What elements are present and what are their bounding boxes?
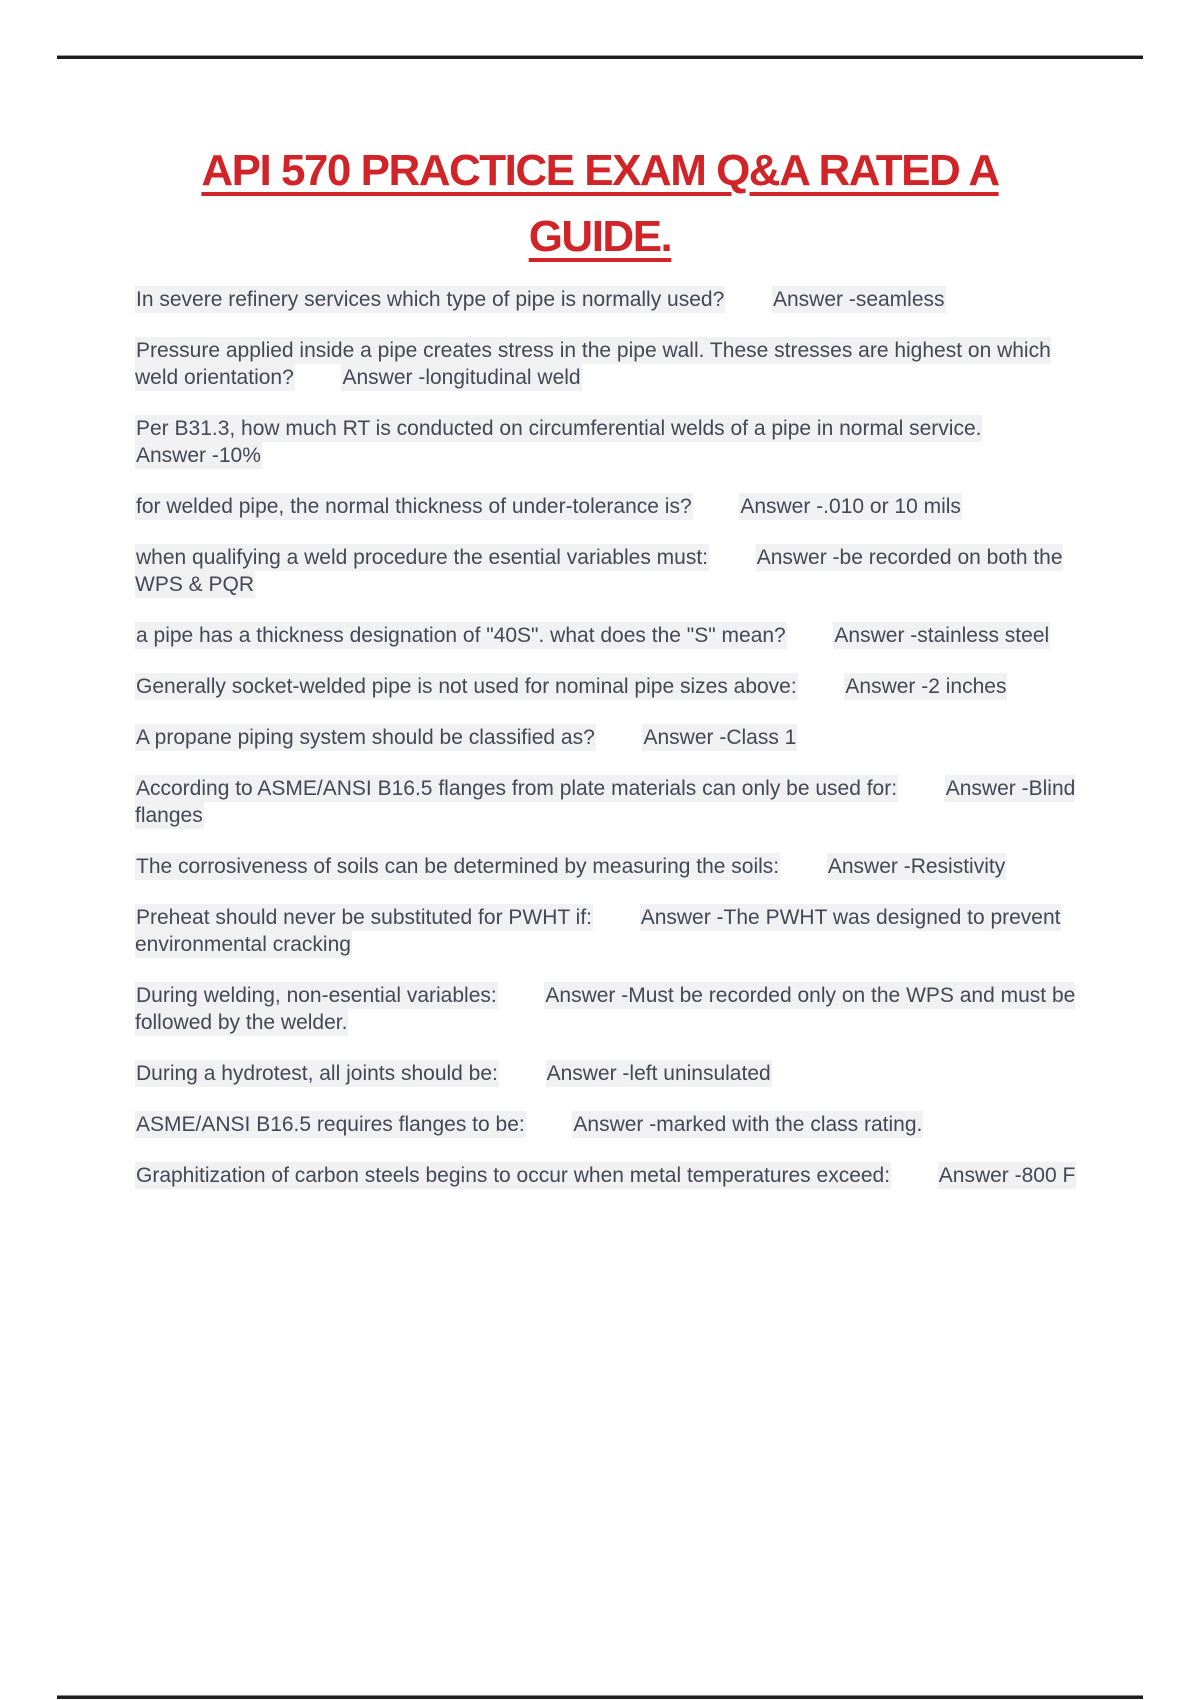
- qa-item: [135, 493, 1077, 520]
- qa-gap: [898, 777, 945, 800]
- document-title: [0, 0, 1200, 270]
- question-text: Generally socket-welded pipe is not used for nominal pipe sizes above:: [136, 675, 797, 698]
- question-text: The corrosiveness of soils can be determined by measuring the soils:: [136, 855, 780, 878]
- question-text: ASME/ANSI B16.5 requires flanges to be:: [136, 1113, 525, 1136]
- qa-gap: [891, 1164, 938, 1187]
- question-text: Preheat should never be substituted for PWHT if:: [136, 906, 593, 929]
- qa-gap: [593, 906, 640, 929]
- qa-item: [135, 673, 1077, 700]
- document-title-line-2: GUIDE.: [528, 212, 672, 261]
- qa-item: [135, 1060, 1077, 1087]
- answer-text: Answer -seamless: [772, 288, 945, 311]
- answer-text: Answer -longitudinal weld: [342, 366, 581, 389]
- qa-gap: [693, 495, 740, 518]
- answer-text: Answer -800 F: [938, 1164, 1076, 1187]
- answer-text: Answer -stainless steel: [834, 624, 1050, 647]
- question-text: During welding, non-esential variables:: [136, 984, 497, 1007]
- answer-text: Answer -be recorded on both the WPS & PQR: [135, 546, 1063, 596]
- qa-item: [135, 622, 1077, 649]
- answer-text: Answer -marked with the class rating.: [573, 1113, 923, 1136]
- bottom-horizontal-rule: [57, 1696, 1143, 1699]
- qa-gap: [725, 288, 772, 311]
- qa-item: [135, 1111, 1077, 1138]
- qa-item: [135, 775, 1077, 829]
- qa-gap: [709, 546, 756, 569]
- qa-item: [135, 724, 1077, 751]
- document-title-line-1: API 570 PRACTICE EXAM Q&A RATED A: [201, 146, 999, 195]
- qa-content: [135, 286, 1077, 1189]
- question-text: In severe refinery services which type of pipe is normally used?: [136, 288, 725, 311]
- question-text: when qualifying a weld procedure the esential variables must:: [136, 546, 708, 569]
- qa-gap: [498, 984, 545, 1007]
- answer-text: Answer -Resistivity: [827, 855, 1006, 878]
- qa-gap: [295, 366, 342, 389]
- qa-gap: [780, 855, 827, 878]
- question-text: Graphitization of carbon steels begins to occur when metal temperatures exceed:: [136, 1164, 891, 1187]
- question-text: a pipe has a thickness designation of "40S". what does the "S" mean?: [136, 624, 786, 647]
- qa-item: [135, 853, 1077, 880]
- answer-text: Answer -.010 or 10 mils: [740, 495, 961, 518]
- qa-gap: [499, 1062, 546, 1085]
- question-text: for welded pipe, the normal thickness of under-tolerance is?: [136, 495, 692, 518]
- qa-item: [135, 904, 1077, 958]
- answer-text: Answer -Must be recorded only on the WPS and must be followed by the welder.: [135, 984, 1076, 1034]
- qa-gap: [526, 1113, 573, 1136]
- qa-item: [135, 1162, 1077, 1189]
- question-text: A propane piping system should be classified as?: [136, 726, 595, 749]
- question-text: During a hydrotest, all joints should be:: [136, 1062, 498, 1085]
- qa-gap: [596, 726, 643, 749]
- top-horizontal-rule: [57, 56, 1143, 59]
- question-text: Per B31.3, how much RT is conducted on circumferential welds of a pipe in normal service.: [136, 417, 982, 440]
- answer-text: Answer -2 inches: [845, 675, 1007, 698]
- qa-item: [135, 415, 1077, 469]
- answer-text: Answer -left uninsulated: [546, 1062, 771, 1085]
- qa-gap: [982, 417, 1029, 440]
- qa-gap: [798, 675, 845, 698]
- qa-item: [135, 982, 1077, 1036]
- question-text: According to ASME/ANSI B16.5 flanges from plate materials can only be used for:: [136, 777, 898, 800]
- qa-gap: [787, 624, 834, 647]
- answer-text: Answer -10%: [136, 444, 261, 467]
- qa-item: [135, 544, 1077, 598]
- answer-text: Answer -Class 1: [643, 726, 797, 749]
- answer-text: Answer -The PWHT was designed to prevent environmental cracking: [135, 906, 1061, 956]
- question-text: Pressure applied inside a pipe creates stress in the pipe wall. These stresses are highest on which weld orientation?: [135, 339, 1051, 389]
- qa-item: [135, 337, 1077, 391]
- answer-text: Answer -Blind flanges: [135, 777, 1076, 827]
- qa-item: [135, 286, 1077, 313]
